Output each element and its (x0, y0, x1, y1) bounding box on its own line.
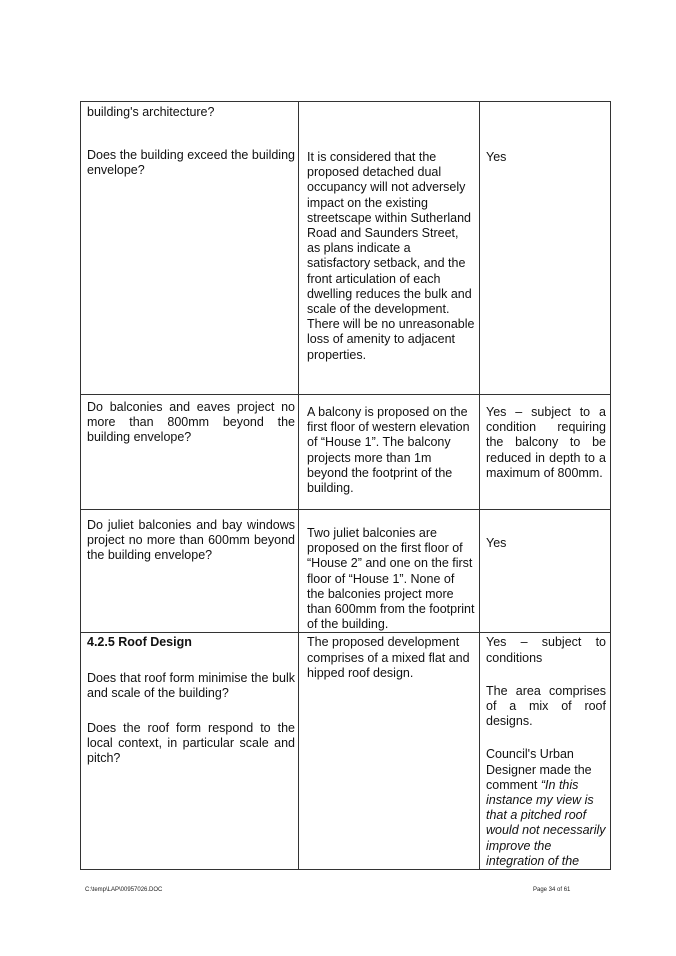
compliance-cell (480, 395, 611, 510)
compliance-text: Yes – subject to a condition requiring the balcony to be reduced in depth to a maximum of 800mm. (486, 405, 606, 480)
urban-designer-quote: “In this instance my view is that a pitched roof would not necessarily improve the integration of the (486, 777, 606, 868)
assessment-cell (299, 395, 480, 510)
question-cell (81, 510, 299, 633)
compliance-text (480, 747, 610, 869)
assessment-text: A balcony is proposed on the first floor of western elevation of “House 1”. The balcony projects more than 1m beyond the footprint of the building. (307, 405, 470, 496)
question-cell (81, 102, 299, 395)
assessment-table (80, 101, 611, 870)
compliance-text: Yes (486, 536, 507, 550)
assessment-cell (299, 102, 480, 395)
assessment-cell (299, 633, 480, 870)
question-text: Does the roof form respond to the local context, in particular scale and pitch? (87, 721, 295, 766)
assessment-cell (299, 510, 480, 633)
footer-file-path: C:\temp\LAP\00957026.DOC (85, 887, 163, 893)
assessment-text: Two juliet balconies are proposed on the first floor of “House 2” and one on the first floor of “House 1”. None of the balconies project more than 600mm from the footprint of the building. (307, 526, 475, 632)
compliance-cell (480, 510, 611, 633)
compliance-comment: Council's Urban Designer made the comment (486, 747, 592, 792)
table-row (81, 510, 611, 633)
section-heading: 4.2.5 Roof Design (87, 635, 192, 650)
question-cell (81, 633, 299, 870)
question-text: Does the building exceed the building envelope? (87, 148, 295, 178)
question-text: Do balconies and eaves project no more than 800mm beyond the building envelope? (87, 400, 295, 445)
footer-page-number: Page 34 of 61 (533, 887, 571, 893)
question-text: Do juliet balconies and bay windows project no more than 600mm beyond the building envelope? (87, 518, 295, 563)
table-row (81, 102, 611, 395)
compliance-cell (480, 633, 611, 870)
table-row (81, 395, 611, 510)
compliance-cell (480, 102, 611, 395)
compliance-text: Yes – subject to conditions (486, 635, 606, 665)
assessment-text: The proposed development comprises of a mixed flat and hipped roof design. (307, 635, 470, 680)
assessment-text: It is considered that the proposed detached dual occupancy will not adversely impact on the existing streetscape within Sutherland Road and Saunders Street, as plans indicate a satisfactory setback, and the front articulation of each dwelling reduces the bulk and scale of the development. There will be no unreasonable loss of amenity to adjacent properties. (307, 150, 475, 362)
question-continuation: building's architecture? (87, 105, 215, 119)
table-row (81, 633, 611, 870)
compliance-text: Yes (486, 150, 507, 164)
question-text: Does that roof form minimise the bulk and scale of the building? (87, 670, 295, 700)
question-cell (81, 395, 299, 510)
compliance-text: The area comprises of a mix of roof designs. (486, 683, 606, 729)
